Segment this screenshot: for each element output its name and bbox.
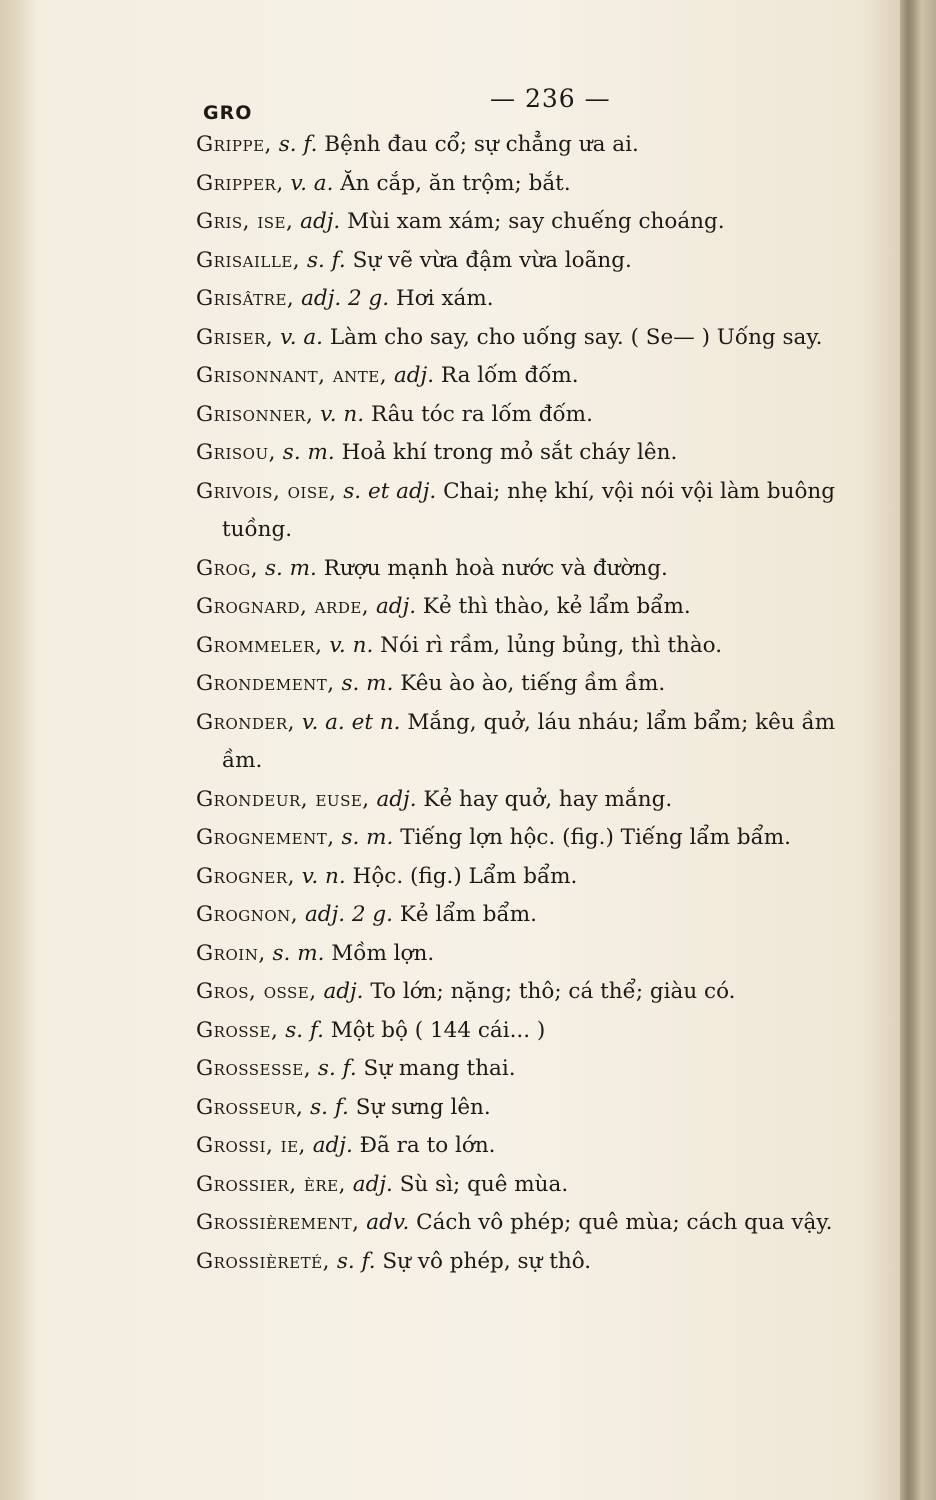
definition: Kẻ lẩm bẩm. bbox=[399, 902, 537, 927]
entry bbox=[196, 473, 886, 550]
definition: Sự vẽ vừa đậm vừa loãng. bbox=[352, 247, 632, 273]
grammar-label: v. a. bbox=[290, 170, 334, 196]
definition: Mắng, quở, láu nháu; lẩm bẩm; kêu ầm bbox=[407, 709, 836, 735]
grammar-label: adj. bbox=[300, 209, 341, 234]
page-fold-shadow bbox=[0, 0, 36, 1500]
grammar-label: adj. bbox=[376, 786, 417, 812]
entry bbox=[196, 126, 886, 165]
entry bbox=[196, 1127, 886, 1166]
headword: Grisâtre, bbox=[196, 286, 295, 311]
entry bbox=[196, 1204, 886, 1243]
entry bbox=[196, 896, 886, 935]
definition: Mùi xam xám; say chuếng choáng. bbox=[347, 209, 725, 234]
headword: Grog, bbox=[196, 555, 259, 581]
definition: Kẻ thì thào, kẻ lẩm bẩm. bbox=[422, 594, 691, 619]
entry bbox=[196, 1166, 886, 1205]
definition: Kẻ hay quở, hay mắng. bbox=[423, 786, 673, 812]
grammar-label: s. m. bbox=[341, 671, 394, 696]
headword: Groin, bbox=[196, 940, 266, 966]
grammar-label: v. a. bbox=[280, 324, 324, 350]
grammar-label: s. f. bbox=[306, 247, 346, 273]
headword: Grondeur, euse, bbox=[196, 786, 370, 812]
grammar-label: adj. bbox=[323, 979, 364, 1004]
headword: Grogner, bbox=[196, 863, 295, 889]
headword: Grognon, bbox=[196, 902, 299, 927]
headword: Grippe, bbox=[196, 132, 272, 157]
entry bbox=[196, 665, 886, 704]
definition: Hoả khí trong mỏ sắt cháy lên. bbox=[341, 440, 678, 465]
grammar-label: s. m. bbox=[264, 555, 317, 581]
entry bbox=[196, 550, 886, 589]
headword: Grossier, ère, bbox=[196, 1171, 346, 1197]
grammar-label: s. f. bbox=[336, 1248, 376, 1274]
definition-continued: tuồng. bbox=[222, 517, 293, 542]
grammar-label: s. et adj. bbox=[343, 478, 437, 504]
grammar-label: v. n. bbox=[320, 401, 365, 427]
entry bbox=[196, 242, 886, 281]
entry bbox=[196, 935, 886, 974]
grammar-label: s. f. bbox=[317, 1056, 357, 1081]
entry bbox=[196, 1050, 886, 1089]
entry bbox=[196, 396, 886, 435]
grammar-label: v. a. et n. bbox=[301, 709, 401, 735]
grammar-label: s. m. bbox=[272, 940, 325, 966]
grammar-label: s. m. bbox=[282, 440, 335, 465]
definition: Râu tóc ra lốm đốm. bbox=[370, 401, 593, 427]
headword: Grisonnant, ante, bbox=[196, 363, 388, 388]
entry bbox=[196, 203, 886, 242]
headword: Grossièrement, bbox=[196, 1210, 360, 1235]
page-header bbox=[0, 84, 900, 124]
definition: Mồm lợn. bbox=[331, 940, 435, 966]
headword: Gronder, bbox=[196, 709, 295, 735]
grammar-label: adj. bbox=[312, 1133, 353, 1158]
definition: Chai; nhẹ khí, vội nói vội làm buông bbox=[443, 478, 836, 504]
headword: Gris, ise, bbox=[196, 209, 294, 234]
headword: Gripper, bbox=[196, 170, 284, 196]
grammar-label: adj. 2 g. bbox=[304, 902, 394, 927]
grammar-label: adj. bbox=[352, 1171, 393, 1197]
headword: Grisaille, bbox=[196, 247, 301, 273]
definition: Sự sưng lên. bbox=[355, 1094, 491, 1120]
headword: Grosseur, bbox=[196, 1094, 304, 1120]
definition: Rượu mạnh hoà nước và đường. bbox=[323, 555, 668, 581]
grammar-label: s. f. bbox=[285, 1017, 324, 1043]
definition: Một bộ ( 144 cái... ) bbox=[330, 1017, 546, 1043]
entry bbox=[196, 781, 886, 820]
grammar-label: s. f. bbox=[310, 1094, 349, 1120]
definition: Bệnh đau cổ; sự chẳng ưa ai. bbox=[324, 132, 639, 157]
headword: Grognement, bbox=[196, 825, 335, 850]
grammar-label: v. n. bbox=[301, 863, 346, 889]
entry bbox=[196, 588, 886, 627]
definition: Làm cho say, cho uống say. ( Se— ) Uống say. bbox=[329, 324, 823, 350]
headword: Grossièreté, bbox=[196, 1248, 330, 1274]
headword: Grondement, bbox=[196, 671, 335, 696]
grammar-label: adj. bbox=[375, 594, 417, 619]
entry bbox=[196, 1012, 886, 1051]
running-head: GRO bbox=[203, 102, 253, 124]
entry bbox=[196, 973, 886, 1012]
entry bbox=[196, 858, 886, 897]
headword: Grisou, bbox=[196, 440, 276, 465]
grammar-label: s. m. bbox=[341, 825, 394, 850]
entry bbox=[196, 280, 886, 319]
grammar-label: adj. 2 g. bbox=[301, 286, 390, 311]
definition: Ăn cắp, ăn trộm; bắt. bbox=[340, 170, 571, 196]
entry bbox=[196, 627, 886, 666]
headword: Grosse, bbox=[196, 1017, 279, 1043]
entry bbox=[196, 819, 886, 858]
headword: Grognard, arde, bbox=[196, 594, 370, 619]
grammar-label: adj. bbox=[393, 363, 435, 388]
definition: Hơi xám. bbox=[395, 286, 494, 311]
definition: Cách vô phép; quê mùa; cách qua vậy. bbox=[416, 1210, 833, 1235]
definition: Đã ra to lớn. bbox=[359, 1133, 496, 1158]
book-edge bbox=[900, 0, 936, 1500]
definition-continued: ầm. bbox=[222, 748, 263, 773]
definition: Hộc. (fig.) Lẩm bẩm. bbox=[352, 863, 578, 889]
grammar-label: s. f. bbox=[278, 132, 318, 157]
dictionary-entries bbox=[196, 126, 886, 1281]
definition: To lớn; nặng; thô; cá thể; giàu có. bbox=[370, 979, 736, 1004]
entry bbox=[196, 704, 886, 781]
entry bbox=[196, 319, 886, 358]
definition: Ra lốm đốm. bbox=[440, 363, 579, 388]
headword: Grisonner, bbox=[196, 401, 314, 427]
definition: Sự vô phép, sự thô. bbox=[382, 1248, 592, 1274]
definition: Tiếng lợn hộc. (fig.) Tiếng lẩm bẩm. bbox=[400, 825, 791, 850]
entry bbox=[196, 357, 886, 396]
grammar-label: adv. bbox=[366, 1210, 410, 1235]
grammar-label: v. n. bbox=[329, 632, 374, 658]
headword: Griser, bbox=[196, 324, 274, 350]
definition: Kêu ào ào, tiếng ầm ầm. bbox=[400, 671, 666, 696]
definition: Sự mang thai. bbox=[363, 1056, 516, 1081]
page-number: — 236 — bbox=[490, 84, 611, 113]
entry bbox=[196, 165, 886, 204]
definition: Sù sì; quê mùa. bbox=[399, 1171, 569, 1197]
definition: Nói rì rầm, lủng bủng, thì thào. bbox=[380, 632, 723, 658]
headword: Grivois, oise, bbox=[196, 478, 337, 504]
entry bbox=[196, 434, 886, 473]
headword: Grossi, ie, bbox=[196, 1133, 306, 1158]
headword: Grossesse, bbox=[196, 1056, 312, 1081]
entry bbox=[196, 1089, 886, 1128]
headword: Grommeler, bbox=[196, 632, 323, 658]
headword: Gros, osse, bbox=[196, 979, 317, 1004]
entry bbox=[196, 1243, 886, 1282]
